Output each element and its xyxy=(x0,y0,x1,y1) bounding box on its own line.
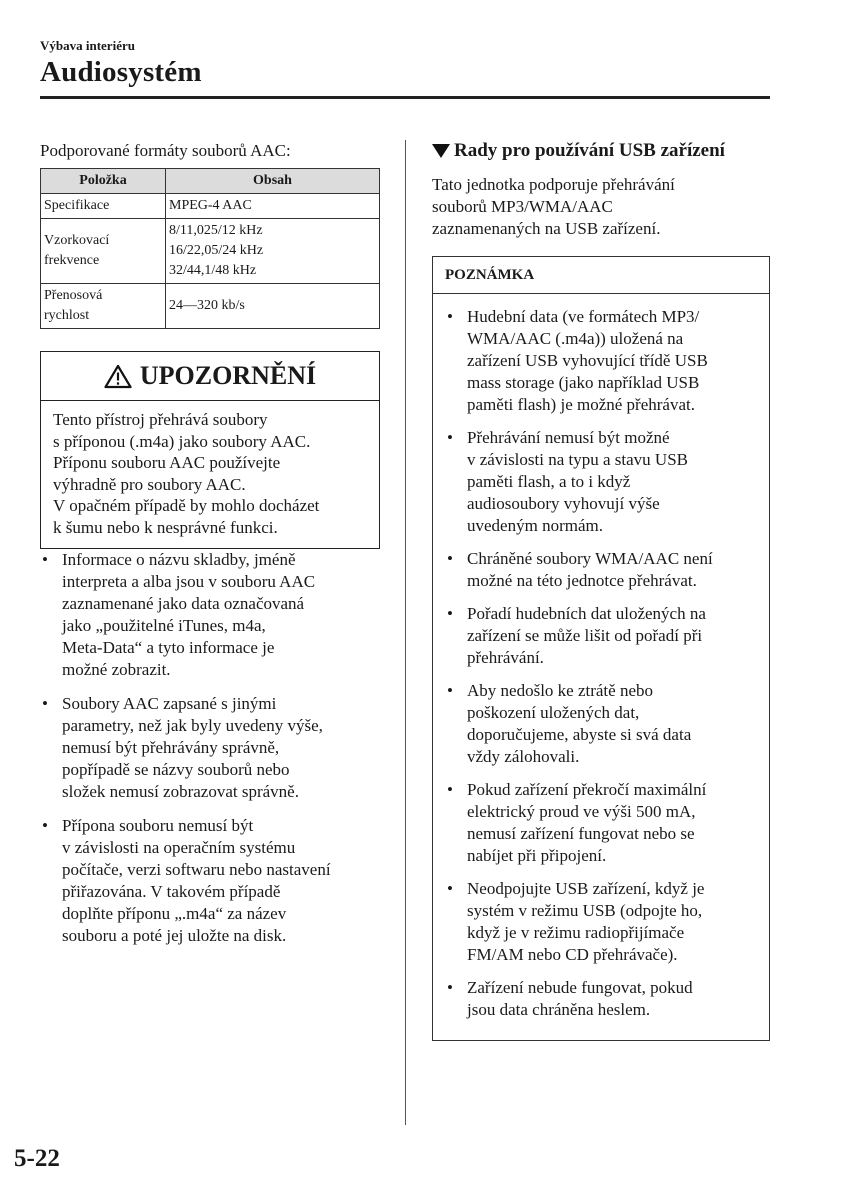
list-item xyxy=(40,815,380,947)
cell-line: Specifikace xyxy=(44,198,110,213)
table-header-content: Obsah xyxy=(166,169,380,194)
list-item-line: přiřazována. V takovém případě xyxy=(62,882,281,901)
list-item-line: paměti flash, a to i když xyxy=(467,472,631,491)
list-item-line: zaznamenané jako data označovaná xyxy=(62,594,305,613)
list-item-line: vždy zálohovali. xyxy=(467,747,580,766)
section-label: Výbava interiéru xyxy=(40,38,135,53)
table-cell-item xyxy=(41,219,166,284)
list-item xyxy=(445,548,757,592)
list-item-line: Přípona souboru nemusí být xyxy=(62,816,254,835)
list-item-line: WMA/AAC (.m4a)) uložená na xyxy=(467,329,684,348)
page-title: Audiosystém xyxy=(40,56,202,88)
list-item-line: Aby nedošlo ke ztrátě nebo xyxy=(467,681,653,700)
list-item-line: možné na této jednotce přehrávat. xyxy=(467,571,697,590)
list-item xyxy=(445,878,757,966)
list-item-line: paměti flash) je možné přehrávat. xyxy=(467,395,695,414)
list-item-line: systém v režimu USB (odpojte ho, xyxy=(467,901,703,920)
aac-intro: Podporované formáty souborů AAC: xyxy=(40,141,291,160)
table-cell-content xyxy=(166,284,380,329)
list-item-line: jsou data chráněna heslem. xyxy=(467,1000,651,1019)
list-item-line: složek nemusí zobrazovat správně. xyxy=(62,782,299,801)
table-header-item: Položka xyxy=(41,169,166,194)
cell-line: 32/44,1/48 kHz xyxy=(169,263,257,278)
list-item xyxy=(445,306,757,416)
list-item xyxy=(445,427,757,537)
warning-line: s příponou (.m4a) jako soubory AAC. xyxy=(53,431,311,451)
cell-line: 8/11,025/12 kHz xyxy=(169,223,263,238)
intro-line: zaznamenaných na USB zařízení. xyxy=(432,219,661,238)
note-title: POZNÁMKA xyxy=(433,257,769,294)
cell-line: frekvence xyxy=(44,253,100,268)
triangle-down-icon xyxy=(432,144,450,158)
list-item-line: přehrávání. xyxy=(467,648,544,667)
note-box xyxy=(432,256,770,1041)
list-item-line: poškození uložených dat, xyxy=(467,703,640,722)
table-cell-content xyxy=(166,194,380,219)
warning-header xyxy=(41,352,379,401)
list-item-line: počítače, verzi softwaru nebo nastavení xyxy=(62,860,331,879)
warning-line: k šumu nebo k nesprávné funkci. xyxy=(53,517,278,537)
list-item-line: Pokud zařízení překročí maximální xyxy=(467,780,707,799)
list-item-line: mass storage (jako například USB xyxy=(467,373,700,392)
left-column xyxy=(40,140,380,959)
cell-line: 24—320 kb/s xyxy=(169,298,245,313)
list-item-line: zařízení USB vyhovující třídě USB xyxy=(467,351,708,370)
list-item-line: Neodpojujte USB zařízení, když je xyxy=(467,879,705,898)
warning-box xyxy=(40,351,380,549)
intro-line: souborů MP3/WMA/AAC xyxy=(432,197,613,216)
table-row xyxy=(41,284,380,329)
list-item xyxy=(40,693,380,803)
table-header-row xyxy=(41,169,380,194)
cell-line: Vzorkovací xyxy=(44,233,110,248)
list-item-line: možné zobrazit. xyxy=(62,660,171,679)
list-item-line: doporučujeme, abyste si svá data xyxy=(467,725,692,744)
warning-body xyxy=(41,401,379,548)
page-number: 5-22 xyxy=(14,1145,60,1172)
warning-line: Tento přístroj přehrává soubory xyxy=(53,410,268,429)
list-item xyxy=(40,549,380,681)
list-item-line: jako „použitelné iTunes, m4a, xyxy=(62,616,266,635)
list-item-line: Informace o názvu skladby, jméně xyxy=(62,550,296,569)
list-item-line: v závislosti na operačním systému xyxy=(62,838,296,857)
list-item-line: nabíjet při připojení. xyxy=(467,846,607,865)
aac-bullet-list xyxy=(40,549,380,947)
list-item xyxy=(445,603,757,669)
list-item-line: popřípadě se názvy souborů nebo xyxy=(62,760,290,779)
table-cell-content xyxy=(166,219,380,284)
list-item-line: Hudební data (ve formátech MP3/ xyxy=(467,307,700,326)
table-body xyxy=(41,194,380,329)
right-column xyxy=(432,140,770,1041)
list-item-line: uvedeným normám. xyxy=(467,516,603,535)
table-cell-item xyxy=(41,194,166,219)
list-item xyxy=(445,977,757,1021)
list-item xyxy=(445,779,757,867)
list-item-line: Zařízení nebude fungovat, pokud xyxy=(467,978,693,997)
list-item xyxy=(445,680,757,768)
warning-line: V opačném případě by mohlo docházet xyxy=(53,496,320,515)
list-item-line: nemusí zařízení fungovat nebo se xyxy=(467,824,695,843)
cell-line: Přenosová xyxy=(44,288,103,303)
usb-section-title: Rady pro používání USB zařízení xyxy=(454,140,725,161)
usb-intro xyxy=(432,174,770,240)
column-divider xyxy=(405,140,406,1125)
list-item-line: Soubory AAC zapsané s jinými xyxy=(62,694,277,713)
cell-line: MPEG-4 AAC xyxy=(169,198,252,213)
list-item-line: souboru a poté jej uložte na disk. xyxy=(62,926,287,945)
table-row xyxy=(41,219,380,284)
list-item-line: FM/AM nebo CD přehrávače). xyxy=(467,945,678,964)
warning-line: Příponu souboru AAC používejte xyxy=(53,453,281,472)
title-rule xyxy=(40,96,770,99)
warning-title: UPOZORNĚNÍ xyxy=(139,361,317,390)
list-item-line: doplňte příponu „.m4a“ za název xyxy=(62,904,287,923)
note-list xyxy=(445,306,757,1021)
list-item-line: Meta-Data“ a tyto informace je xyxy=(62,638,275,657)
list-item-line: interpreta a alba jsou v souboru AAC xyxy=(62,572,316,591)
warning-triangle-icon xyxy=(104,364,132,389)
cell-line: rychlost xyxy=(44,308,90,323)
list-item-line: když je v režimu radiopřijímače xyxy=(467,923,685,942)
table-cell-item xyxy=(41,284,166,329)
usb-section-heading xyxy=(432,140,770,162)
list-item-line: Chráněné soubory WMA/AAC není xyxy=(467,549,713,568)
list-item-line: v závislosti na typu a stavu USB xyxy=(467,450,688,469)
list-item-line: Pořadí hudebních dat uložených na xyxy=(467,604,706,623)
list-item-line: audiosoubory vyhovují výše xyxy=(467,494,660,513)
table-row xyxy=(41,194,380,219)
intro-line: Tato jednotka podporuje přehrávání xyxy=(432,175,675,194)
note-body xyxy=(433,294,769,1040)
list-item-line: zařízení se může lišit od pořadí při xyxy=(467,626,703,645)
list-item-line: parametry, než jak byly uvedeny výše, xyxy=(62,716,323,735)
cell-line: 16/22,05/24 kHz xyxy=(169,243,264,258)
list-item-line: nemusí být přehrávány správně, xyxy=(62,738,280,757)
warning-line: výhradně pro soubory AAC. xyxy=(53,474,246,494)
list-item-line: elektrický proud ve výši 500 mA, xyxy=(467,802,696,821)
aac-format-table xyxy=(40,168,380,329)
list-item-line: Přehrávání nemusí být možné xyxy=(467,428,670,447)
